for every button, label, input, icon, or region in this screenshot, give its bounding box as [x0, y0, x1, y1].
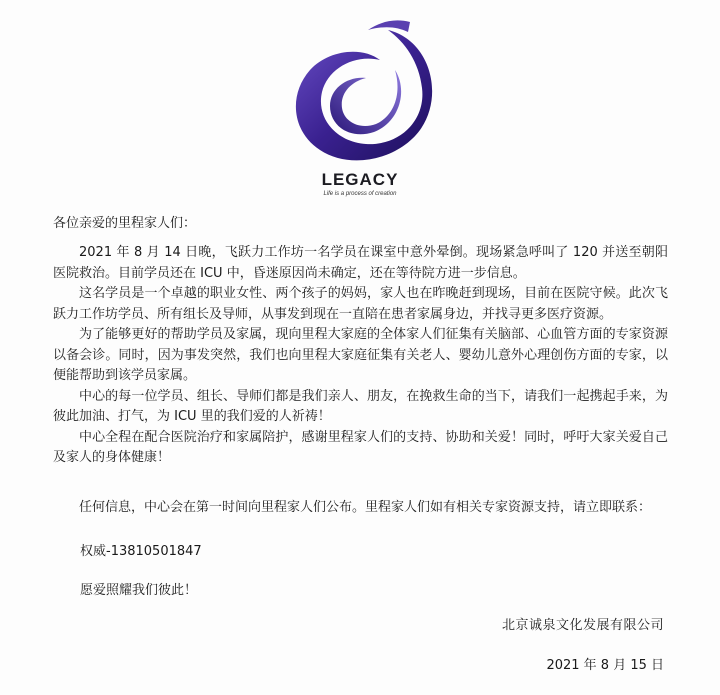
paragraph-student: 这名学员是一个卓越的职业女性、两个孩子的妈妈，家人也在昨晚赶到现场，目前在医院守候。此次飞跃力工作坊学员、所有组长及导师，从事发到现在一直陪在患者家属身边，并找寻更多医疗资源。 — [53, 286, 668, 322]
closing-line: 愿爱照耀我们彼此！ — [80, 583, 198, 598]
legacy-logo — [270, 10, 450, 200]
paragraph-support: 中心的每一位学员、组长、导师们都是我们亲人、朋友，在挽救生命的当下，请我们一起携起手来，为彼此加油、打气，为 ICU 里的我们爱的人祈祷！ — [53, 388, 668, 424]
letter-body — [53, 243, 668, 469]
logo-wordmark: LEGACY — [321, 170, 399, 189]
logo-tagline: Life is a process of creation — [323, 191, 397, 197]
swirl-logo-icon — [270, 10, 450, 175]
paragraph-incident: 2021 年 8 月 14 日晚，飞跃力工作坊一名学员在课室中意外晕倒。现场紧急呼叫了 120 并送至朝阳医院救治。目前学员还在 ICU 中，昏迷原因尚未确定，还在等待院方进一步信息。 — [53, 245, 668, 281]
letter-date: 2021 年 8 月 15 日 — [546, 658, 664, 673]
paragraph-thanks: 中心全程在配合医院治疗和家属陪护，感谢里程家人们的支持、协助和关爱！同时，呼吁大家关爱自己及家人的身体健康！ — [53, 429, 668, 465]
paragraph-request: 为了能够更好的帮助学员及家属，现向里程大家庭的全体家人们征集有关脑部、心血管方面的专家资源以备会诊。同时，因为事发突然，我们也向里程大家庭征集有关老人、婴幼儿意外心理创伤方面的专家，以便能帮助到该学员家属。 — [53, 327, 668, 383]
salutation: 各位亲爱的里程家人们： — [53, 216, 197, 231]
paragraph-notice: 任何信息，中心会在第一时间向里程家人们公布。里程家人们如有相关专家资源支持，请立即联系： — [79, 500, 652, 515]
contact-line: 权威-13810501847 — [80, 544, 202, 559]
company-signature: 北京诚泉文化发展有限公司 — [501, 618, 664, 633]
